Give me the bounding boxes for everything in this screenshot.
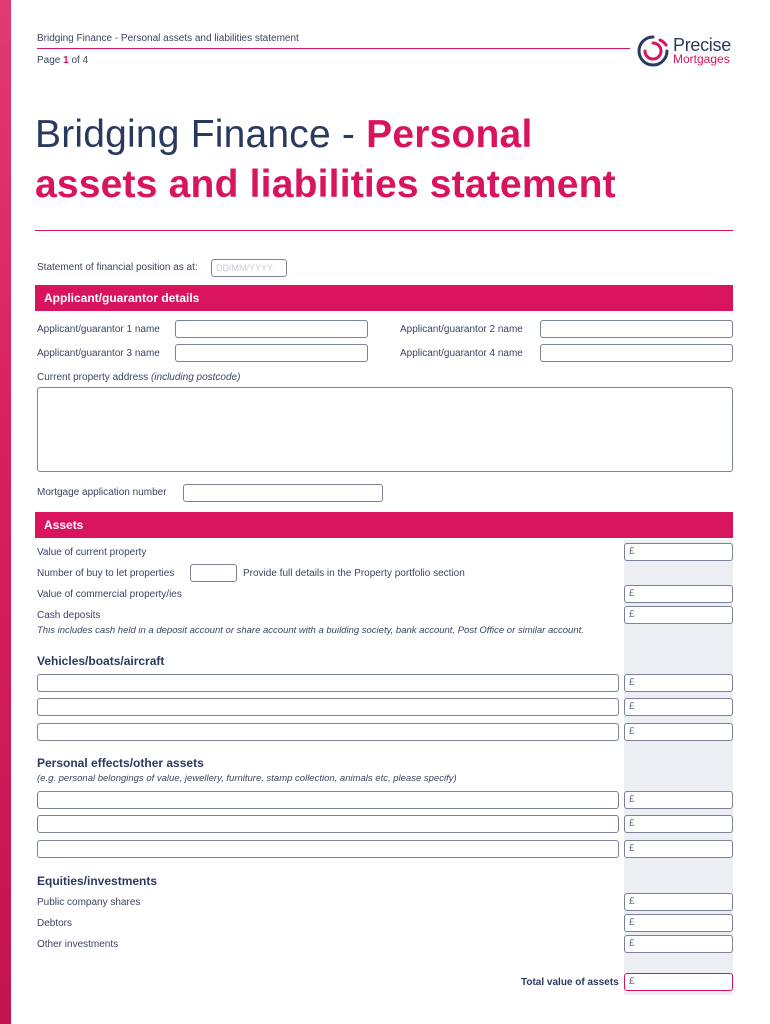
vehicle-3-value-input[interactable] — [624, 723, 733, 741]
applicant-3-label: Applicant/guarantor 3 name — [37, 348, 160, 359]
logo-word-precise: Precise — [673, 35, 731, 55]
vehicle-2-value-input[interactable] — [624, 698, 733, 716]
public-shares-value-input[interactable] — [624, 893, 733, 911]
currency-symbol: £ — [629, 938, 635, 949]
current-property-value-input[interactable] — [624, 543, 733, 561]
cash-deposits-value-input[interactable] — [624, 606, 733, 624]
vehicle-3-description-input[interactable] — [37, 723, 619, 741]
currency-symbol: £ — [629, 843, 635, 854]
equities-heading: Equities/investments — [37, 874, 158, 888]
address-label-text: Current property address — [37, 372, 151, 383]
btl-count-input[interactable] — [190, 564, 237, 582]
debtors-label: Debtors — [37, 918, 73, 929]
currency-symbol: £ — [629, 609, 635, 620]
cash-deposits-label: Cash deposits — [37, 610, 101, 621]
mortgage-number-input[interactable] — [183, 484, 383, 502]
commercial-property-value-input[interactable] — [624, 585, 733, 603]
commercial-property-label: Value of commercial property/ies — [37, 589, 182, 600]
total-assets-value-input[interactable] — [624, 973, 733, 991]
applicant-1-label: Applicant/guarantor 1 name — [37, 324, 160, 335]
vehicle-2-description-input[interactable] — [37, 698, 619, 716]
personal-effects-note: (e.g. personal belongings of value, jewellery, furniture, stamp collection, animals etc, please specify) — [37, 773, 457, 784]
assets-section-header — [35, 512, 733, 538]
header-divider — [37, 48, 630, 49]
personal-effect-2-description-input[interactable] — [37, 815, 619, 833]
page-indicator — [37, 55, 88, 66]
debtors-value-input[interactable] — [624, 914, 733, 932]
statement-date-placeholder: DD/MM/YYYY — [216, 263, 274, 273]
applicant-2-label: Applicant/guarantor 2 name — [400, 324, 523, 335]
page-title — [35, 110, 616, 210]
applicant-section-header — [35, 285, 733, 311]
title-part-3: assets and liabilities statement — [35, 163, 616, 206]
title-part-1: Bridging Finance - — [35, 113, 367, 156]
personal-effect-2-value-input[interactable] — [624, 815, 733, 833]
assets-section-title: Assets — [44, 518, 84, 532]
personal-effect-3-description-input[interactable] — [37, 840, 619, 858]
vehicle-1-description-input[interactable] — [37, 674, 619, 692]
currency-symbol: £ — [629, 677, 635, 688]
page-current: 1 — [63, 55, 69, 66]
address-label — [37, 372, 240, 383]
currency-symbol: £ — [629, 701, 635, 712]
address-label-note: (including postcode) — [150, 372, 241, 383]
currency-symbol: £ — [629, 726, 635, 737]
statement-date-input[interactable] — [211, 259, 287, 277]
other-investments-label: Other investments — [37, 939, 119, 950]
vehicles-heading: Vehicles/boats/aircraft — [37, 654, 165, 668]
applicant-4-input[interactable] — [540, 344, 733, 362]
btl-note: Provide full details in the Property portfolio section — [243, 568, 465, 579]
mortgage-number-label: Mortgage application number — [37, 487, 167, 498]
currency-symbol: £ — [629, 917, 635, 928]
applicant-2-input[interactable] — [540, 320, 733, 338]
left-edge-strip — [0, 0, 11, 1024]
statement-date-label: Statement of financial position as at: — [37, 262, 198, 273]
applicant-1-input[interactable] — [175, 320, 368, 338]
page-prefix: Page — [37, 55, 61, 66]
applicant-4-label: Applicant/guarantor 4 name — [400, 348, 523, 359]
current-property-label: Value of current property — [37, 547, 147, 558]
logo-word-mortgages: Mortgages — [673, 52, 730, 66]
title-divider — [35, 230, 733, 231]
currency-symbol: £ — [629, 896, 635, 907]
currency-symbol: £ — [629, 818, 635, 829]
applicant-section-title: Applicant/guarantor details — [44, 291, 200, 305]
currency-symbol: £ — [629, 546, 635, 557]
personal-effect-1-description-input[interactable] — [37, 791, 619, 809]
personal-effect-3-value-input[interactable] — [624, 840, 733, 858]
header-document-title: Bridging Finance - Personal assets and liabilities statement — [37, 33, 299, 44]
total-assets-label: Total value of assets — [521, 977, 619, 988]
personal-effect-1-value-input[interactable] — [624, 791, 733, 809]
currency-symbol: £ — [629, 588, 635, 599]
cash-deposits-note: This includes cash held in a deposit account or share account with a building society, bank account, Post Office or similar account. — [37, 625, 584, 636]
public-shares-label: Public company shares — [37, 897, 141, 908]
currency-symbol: £ — [629, 794, 635, 805]
other-investments-value-input[interactable] — [624, 935, 733, 953]
logo-swirl-icon — [636, 34, 670, 68]
address-textarea[interactable] — [37, 387, 733, 472]
page-suffix: of 4 — [71, 55, 89, 66]
currency-symbol: £ — [629, 976, 635, 987]
personal-effects-heading: Personal effects/other assets — [37, 756, 204, 770]
vehicle-1-value-input[interactable] — [624, 674, 733, 692]
precise-mortgages-logo — [636, 34, 736, 68]
btl-count-label: Number of buy to let properties — [37, 568, 175, 579]
applicant-3-input[interactable] — [175, 344, 368, 362]
title-part-2: Personal — [366, 113, 533, 156]
